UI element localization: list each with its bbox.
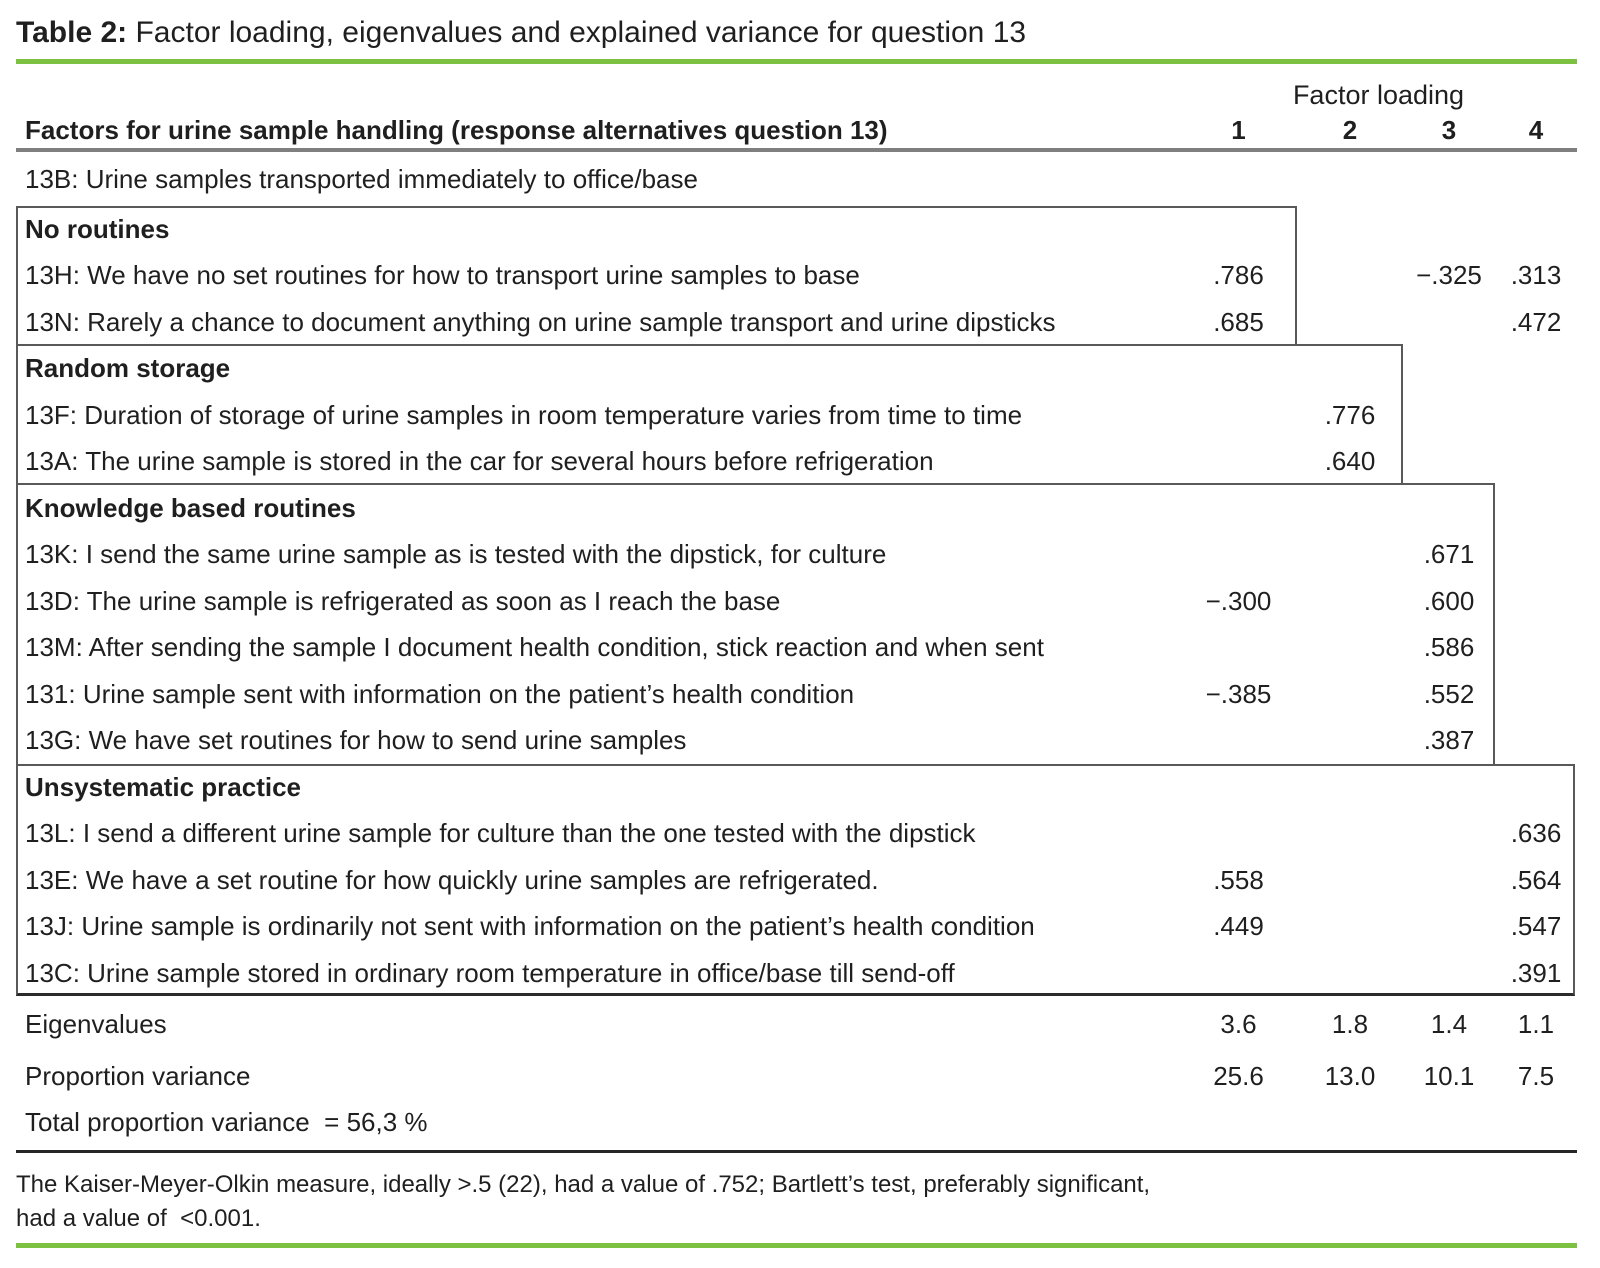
section-header-row xyxy=(16,346,1577,393)
row-label: 13J: Urine sample is ordinarily not sent with information on the patient’s health condition xyxy=(25,911,1035,942)
factor-2-value: .776 xyxy=(1324,399,1376,430)
factor-2-value: 13.0 xyxy=(1324,1060,1376,1091)
table-row xyxy=(16,811,1577,858)
column-header-2: 2 xyxy=(1342,115,1358,145)
factor-3-value: −.325 xyxy=(1416,260,1482,291)
table-row xyxy=(16,532,1577,579)
table-title-text: Factor loading, eigenvalues and explained variance for question 13 xyxy=(127,16,1027,49)
row-label: 13B: Urine samples transported immediately to office/base xyxy=(25,163,698,194)
table-footnote xyxy=(16,1168,1316,1236)
column-header-3: 3 xyxy=(1441,115,1457,145)
column-header-4: 4 xyxy=(1528,115,1544,145)
table-row xyxy=(16,950,1577,997)
table-row xyxy=(16,439,1577,486)
table-row xyxy=(16,904,1577,951)
row-label: Eigenvalues xyxy=(25,1009,167,1039)
section-title: Unsystematic practice xyxy=(25,771,302,802)
green-divider-bottom xyxy=(16,1243,1577,1248)
footnote-line-2: had a value of <0.001. xyxy=(16,1205,261,1232)
factor-1-value: 25.6 xyxy=(1213,1060,1264,1091)
row-label: 13A: The urine sample is stored in the car for several hours before refrigeration xyxy=(25,446,934,477)
total-proportion-variance-row xyxy=(16,1100,1577,1146)
factor-3-value: .387 xyxy=(1423,725,1475,756)
factor-3-value: .586 xyxy=(1423,632,1475,663)
row-label: 13D: The urine sample is refrigerated as soon as I reach the base xyxy=(25,585,781,616)
factor-4-value: .636 xyxy=(1510,818,1562,849)
factor-4-value: .472 xyxy=(1510,306,1562,337)
footnote-line-1: The Kaiser-Meyer-Olkin measure, ideally >.5 (22), had a value of .752; Bartlett’s test, preferably significant, xyxy=(16,1171,1151,1198)
factor-3-value: 10.1 xyxy=(1423,1060,1475,1091)
column-header-row xyxy=(16,104,1577,146)
table-row xyxy=(16,392,1577,439)
table-row xyxy=(16,625,1577,672)
row-label: 13N: Rarely a chance to document anything on urine sample transport and urine dipsticks xyxy=(25,306,1056,337)
factor-4-value: 7.5 xyxy=(1517,1060,1555,1091)
section-title: No routines xyxy=(25,213,170,244)
factor-1-value: −.300 xyxy=(1205,585,1272,616)
factor-4-value: .564 xyxy=(1510,864,1562,895)
row-label: 13M: After sending the sample I document health condition, stick reaction and when sent xyxy=(25,632,1044,663)
section-header-row xyxy=(16,764,1577,811)
row-label: Proportion variance xyxy=(25,1060,251,1091)
factor-4-value: .391 xyxy=(1510,957,1562,988)
factor-1-value: .449 xyxy=(1213,911,1264,942)
row-label: 13G: We have set routines for how to send urine samples xyxy=(25,725,687,756)
factor-1-value: .786 xyxy=(1213,260,1264,291)
table-title xyxy=(16,16,1026,50)
eigenvalues-row xyxy=(16,997,1577,1053)
section-header-row xyxy=(16,485,1577,532)
section-title: Knowledge based routines xyxy=(25,492,356,523)
table-row xyxy=(16,152,1577,206)
table-row xyxy=(16,299,1577,346)
factor-1-value: 3.6 xyxy=(1220,1009,1257,1039)
proportion-variance-row xyxy=(16,1053,1577,1100)
factor-3-value: .552 xyxy=(1423,678,1475,709)
row-label: 13H: We have no set routines for how to transport urine samples to base xyxy=(25,260,860,291)
factor-4-value: .547 xyxy=(1510,911,1562,942)
factor-loading-group-label: Factor loading xyxy=(1292,80,1465,110)
row-label: 131: Urine sample sent with information on the patient’s health condition xyxy=(25,678,855,709)
factor-2-value: 1.8 xyxy=(1331,1009,1369,1039)
factor-4-value: 1.1 xyxy=(1517,1009,1555,1039)
table-row xyxy=(16,671,1577,718)
row-label: 13L: I send a different urine sample for culture than the one tested with the dipstick xyxy=(25,818,976,849)
table-row xyxy=(16,718,1577,765)
table-row xyxy=(16,253,1577,300)
factor-1-value: −.385 xyxy=(1205,678,1272,709)
row-label: 13E: We have a set routine for how quickly urine samples are refrigerated. xyxy=(25,864,879,895)
factor-3-value: .671 xyxy=(1423,539,1475,570)
factor-1-value: .685 xyxy=(1213,306,1264,337)
table-body xyxy=(16,152,1577,1146)
row-label: 13K: I send the same urine sample as is tested with the dipstick, for culture xyxy=(25,539,887,570)
table-row xyxy=(16,578,1577,625)
footer-rule xyxy=(16,1150,1577,1153)
row-header-label: Factors for urine sample handling (response alternatives question 13) xyxy=(25,115,888,145)
row-label: Total proportion variance = 56,3 % xyxy=(25,1107,428,1137)
green-divider-top xyxy=(16,59,1577,64)
row-label: 13F: Duration of storage of urine samples in room temperature varies from time to time xyxy=(25,399,1023,430)
factor-2-value: .640 xyxy=(1324,446,1376,477)
factor-3-value: .600 xyxy=(1423,585,1475,616)
factor-3-value: 1.4 xyxy=(1430,1009,1468,1039)
section-header-row xyxy=(16,206,1577,253)
factor-1-value: .558 xyxy=(1213,864,1264,895)
table-row xyxy=(16,857,1577,904)
row-label: 13C: Urine sample stored in ordinary room temperature in office/base till send-off xyxy=(25,957,955,988)
table-number-label: Table 2: xyxy=(16,16,128,49)
column-header-1: 1 xyxy=(1231,115,1246,145)
section-title: Random storage xyxy=(25,353,231,384)
factor-4-value: .313 xyxy=(1510,260,1562,291)
